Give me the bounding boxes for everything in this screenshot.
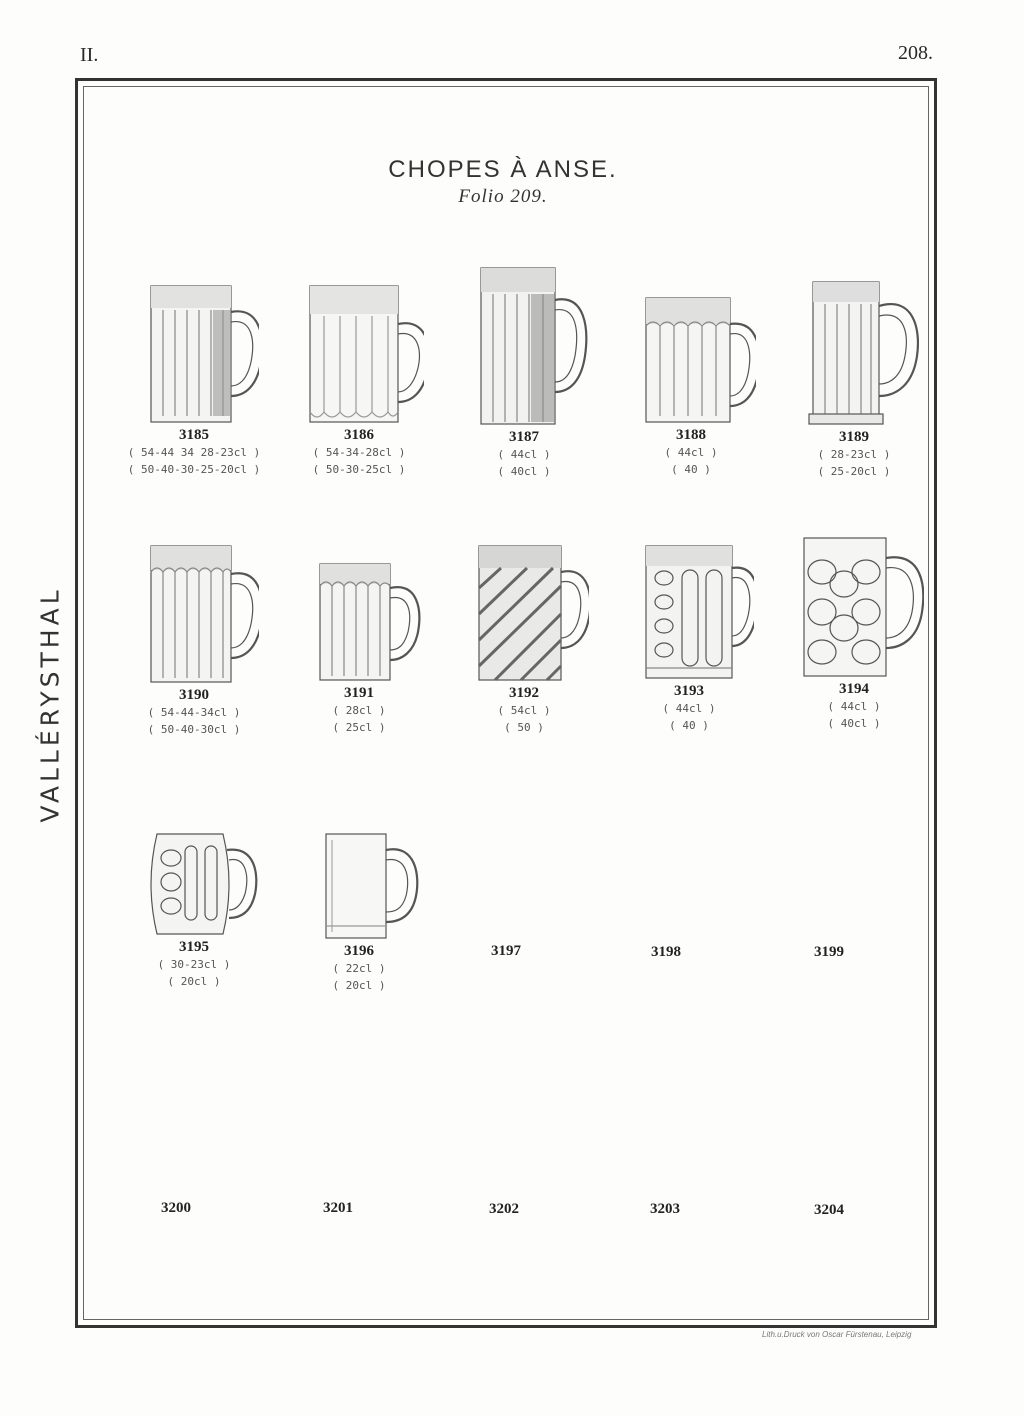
- catalog-title: CHOPES À ANSE.: [388, 156, 618, 183]
- item-capacity-secondary: ( 40cl ): [497, 465, 551, 478]
- catalog-item-3190: [114, 544, 274, 738]
- barrel-mug-icon: [129, 830, 259, 938]
- footed-fluted-mug-icon: [789, 280, 919, 428]
- item-capacity-secondary: ( 40cl ): [827, 717, 881, 730]
- item-number: 3193: [674, 683, 704, 699]
- item-number: 3188: [676, 427, 706, 443]
- catalog-item-3187: [444, 266, 604, 480]
- item-capacity-secondary: ( 25cl ): [332, 721, 386, 734]
- page-number: 208.: [898, 42, 933, 64]
- short-fluted-mug-icon: [626, 294, 756, 426]
- item-capacity-secondary: ( 20cl ): [332, 979, 386, 992]
- printer-credit: Lith.u.Druck von Oscar Fürstenau, Leipzig: [762, 1330, 912, 1339]
- catalog-item-3202: [424, 1200, 584, 1218]
- item-capacity-primary: ( 54-34-28cl ): [312, 446, 406, 459]
- item-number: 3195: [179, 939, 209, 955]
- side-label: VALLÉRYSTHAL: [35, 585, 65, 823]
- item-capacity-secondary: ( 40 ): [671, 463, 711, 476]
- catalog-item-3203: [585, 1200, 745, 1218]
- item-capacity-primary: ( 54cl ): [497, 704, 551, 717]
- item-number: 3197: [491, 943, 521, 959]
- item-number: 3196: [344, 943, 374, 959]
- catalog-item-3204: [749, 1201, 909, 1219]
- item-capacity-primary: ( 28cl ): [332, 704, 386, 717]
- item-number: 3198: [651, 944, 681, 960]
- catalog-item-3191: [279, 562, 439, 736]
- section-roman-numeral: II.: [80, 44, 99, 66]
- item-capacity-secondary: ( 50 ): [504, 721, 544, 734]
- item-number: 3194: [839, 681, 869, 697]
- item-number: 3192: [509, 685, 539, 701]
- catalog-item-3200: [96, 1199, 256, 1217]
- item-capacity-primary: ( 30-23cl ): [157, 958, 231, 971]
- item-number: 3189: [839, 429, 869, 445]
- item-capacity-primary: ( 44cl ): [662, 702, 716, 715]
- side-label-container: [22, 570, 78, 838]
- item-capacity-primary: ( 44cl ): [827, 700, 881, 713]
- item-number: 3199: [814, 944, 844, 960]
- catalog-item-3198: [586, 943, 746, 961]
- item-capacity-primary: ( 44cl ): [497, 448, 551, 461]
- item-number: 3187: [509, 429, 539, 445]
- catalog-item-3197: [426, 942, 586, 960]
- folio-reference: Folio 209.: [458, 186, 548, 207]
- item-number: 3204: [814, 1202, 844, 1218]
- paneled-mug-icon: [294, 284, 424, 426]
- catalog-item-3186: [279, 284, 439, 478]
- item-capacity-secondary: ( 50-40-30cl ): [147, 723, 241, 736]
- item-capacity-secondary: ( 50-30-25cl ): [312, 463, 406, 476]
- catalog-item-3194: [774, 536, 934, 732]
- item-capacity-secondary: ( 20cl ): [167, 975, 221, 988]
- tall-fluted-mug-icon: [459, 266, 589, 428]
- item-capacity-primary: ( 54-44 34 28-23cl ): [127, 446, 261, 459]
- catalog-item-3199: [749, 943, 909, 961]
- item-number: 3201: [323, 1200, 353, 1216]
- swirl-mug-icon: [459, 544, 589, 684]
- catalog-item-3185: [114, 284, 274, 478]
- item-number: 3202: [489, 1201, 519, 1217]
- catalog-item-3188: [611, 294, 771, 478]
- catalog-item-3193: [609, 544, 769, 734]
- item-number: 3186: [344, 427, 374, 443]
- item-number: 3191: [344, 685, 374, 701]
- plain-mug-icon: [294, 832, 424, 942]
- oval-cut-mug-icon: [784, 536, 924, 680]
- item-number: 3185: [179, 427, 209, 443]
- item-capacity-secondary: ( 25-20cl ): [817, 465, 891, 478]
- item-number: 3200: [161, 1200, 191, 1216]
- item-capacity-primary: ( 54-44-34cl ): [147, 706, 241, 719]
- item-number: 3190: [179, 687, 209, 703]
- item-number: 3203: [650, 1201, 680, 1217]
- fluted-mug-icon: [129, 284, 259, 426]
- thumbprint-mug-icon: [624, 544, 754, 682]
- catalog-item-3196: [279, 832, 439, 994]
- item-capacity-secondary: ( 40 ): [669, 719, 709, 732]
- item-capacity-secondary: ( 50-40-30-25-20cl ): [127, 463, 261, 476]
- item-capacity-primary: ( 28-23cl ): [817, 448, 891, 461]
- fluted-mug-icon: [129, 544, 259, 686]
- catalog-item-3201: [258, 1199, 418, 1217]
- item-capacity-primary: ( 22cl ): [332, 962, 386, 975]
- item-capacity-primary: ( 44cl ): [664, 446, 718, 459]
- small-fluted-mug-icon: [294, 562, 424, 684]
- catalog-item-3189: [774, 280, 934, 480]
- catalog-item-3192: [444, 544, 604, 736]
- catalog-item-3195: [114, 830, 274, 990]
